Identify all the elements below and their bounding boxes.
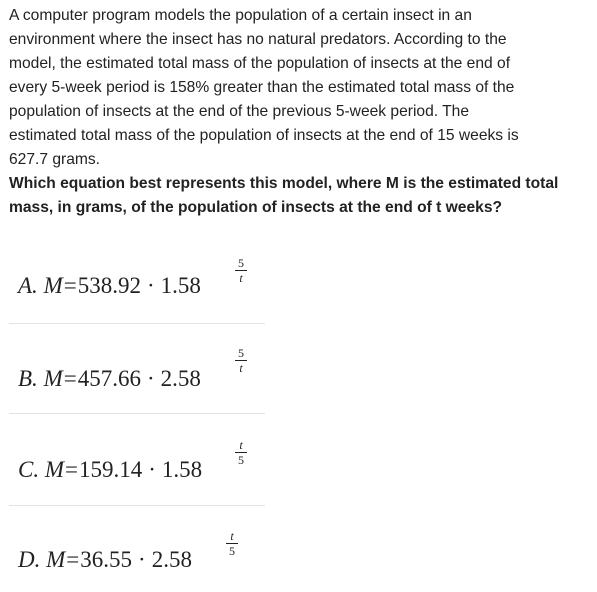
question-prompt-line: Which equation best represents this model, where M is the estimated total: [9, 175, 559, 192]
exponent-denominator: t: [239, 361, 243, 375]
exponent-denominator: 5: [238, 453, 244, 467]
choice-coefficient: 457.66: [77, 366, 141, 391]
answer-choice-b[interactable]: [18, 366, 201, 392]
question-line: 627.7 grams.: [9, 151, 101, 168]
choice-coefficient: 159.14: [79, 457, 143, 482]
choice-variable: M: [44, 457, 65, 482]
choice-letter: C.: [18, 457, 40, 482]
answer-choice-c[interactable]: [18, 457, 202, 483]
exponent-numerator: 5: [235, 257, 247, 271]
choice-variable: M: [43, 366, 63, 391]
choice-letter: D.: [18, 547, 41, 572]
answer-choice-d[interactable]: [18, 547, 192, 573]
answer-choice-a[interactable]: [18, 273, 201, 299]
choice-equals: =: [63, 366, 77, 391]
choice-equals: =: [65, 457, 78, 482]
question-line: environment where the insect has no natural predators. According to the: [9, 31, 507, 48]
question-line: estimated total mass of the population of insects at the end of 15 weeks is: [9, 127, 519, 144]
choice-divider: [9, 505, 265, 506]
choice-divider: [9, 413, 265, 414]
choice-d-exponent: [226, 530, 238, 557]
choice-base: 1.58: [160, 273, 201, 298]
choice-b-exponent: [235, 347, 247, 374]
question-text: [9, 4, 589, 220]
choice-divider: [9, 323, 265, 324]
exponent-numerator: t: [226, 530, 238, 544]
exponent-numerator: t: [235, 439, 247, 453]
choice-c-exponent: [235, 439, 247, 466]
exponent-numerator: 5: [235, 347, 247, 361]
question-prompt-line: mass, in grams, of the population of insects at the end of t weeks?: [9, 199, 503, 216]
choice-letter: A.: [18, 273, 38, 298]
choice-coefficient: 36.55: [80, 547, 133, 572]
question-line: A computer program models the population of a certain insect in an: [9, 7, 472, 24]
choice-base: 1.58: [161, 457, 203, 482]
choice-operator: ·: [146, 366, 155, 391]
question-line: population of insects at the end of the previous 5-week period. The: [9, 103, 470, 120]
choice-operator: ·: [138, 547, 146, 572]
choice-letter: B.: [18, 366, 38, 391]
choice-variable: M: [46, 547, 66, 572]
choice-equals: =: [66, 547, 80, 572]
choice-operator: ·: [148, 457, 156, 482]
choice-variable: M: [43, 273, 63, 298]
choice-coefficient: 538.92: [77, 273, 141, 298]
choice-a-exponent: [235, 257, 247, 284]
choice-equals: =: [63, 273, 77, 298]
choice-operator: ·: [146, 273, 155, 298]
exponent-denominator: 5: [229, 544, 235, 558]
question-line: every 5-week period is 158% greater than the estimated total mass of the: [9, 79, 515, 96]
question-line: model, the estimated total mass of the population of insects at the end of: [9, 55, 511, 72]
choice-base: 2.58: [160, 366, 201, 391]
exponent-denominator: t: [239, 271, 243, 285]
choice-base: 2.58: [151, 547, 192, 572]
